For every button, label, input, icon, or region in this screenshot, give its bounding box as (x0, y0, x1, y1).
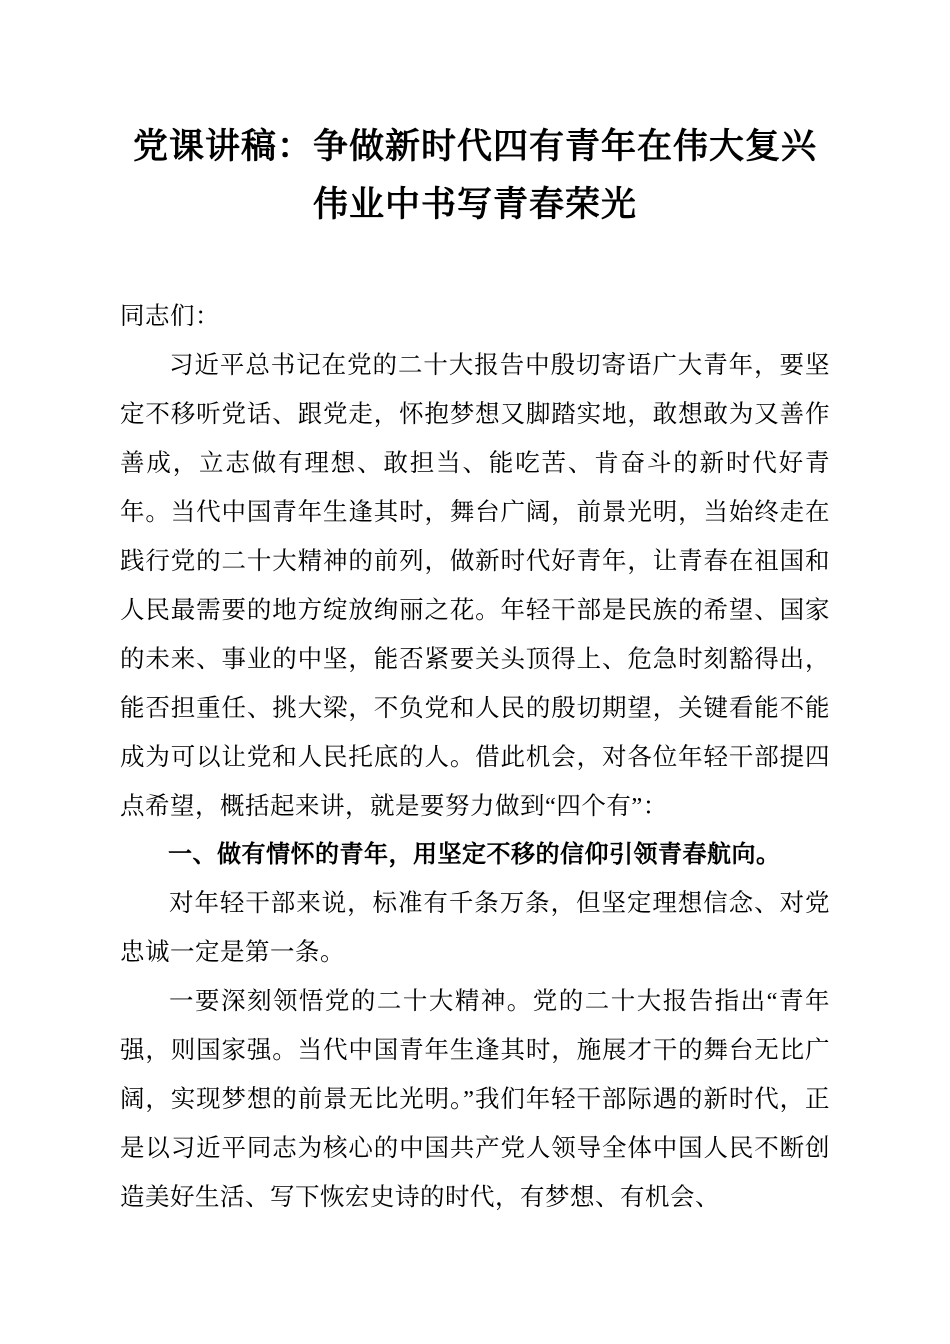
paragraph-intro: 习近平总书记在党的二十大报告中殷切寄语广大青年，要坚定不移听党话、跟党走，怀抱梦想又脚踏实地，敢想敢为又善作善成，立志做有理想、敢担当、能吃苦、肯奋斗的新时代好青年。当代中国青年生逢其时，舞台广阔，前景光明，当始终走在践行党的二十大精神的前列，做新时代好青年，让青春在祖国和人民最需要的地方绽放绚丽之花。年轻干部是民族的希望、国家的未来、事业的中坚，能否紧要关头顶得上、危急时刻豁得出，能否担重任、挑大梁，不负党和人民的殷切期望，关键看能不能成为可以让党和人民托底的人。借此机会，对各位年轻干部提四点希望，概括起来讲，就是要努力做到“四个有”： (120, 351, 830, 820)
paragraph-salutation: 同志们： (120, 302, 220, 330)
paragraph-spirit: 一要深刻领悟党的二十大精神。党的二十大报告指出“青年强，则国家强。当代中国青年生逢其时，施展才干的舞台无比广阔，实现梦想的前景无比光明。”我们年轻干部际遇的新时代，正是以习近平同志为核心的中国共产党人领导全体中国人民不断创造美好生活、写下恢宏史诗的时代，有梦想、有机会、 (120, 987, 830, 1211)
document-title: 党课讲稿：争做新时代四有青年在伟大复兴伟业中书写青春荣光 (132, 127, 817, 224)
section-heading-one: 一、做有情怀的青年，用坚定不移的信仰引领青春航向。 (168, 840, 781, 868)
paragraph-standard: 对年轻干部来说，标准有千条万条，但坚定理想信念、对党忠诚一定是第一条。 (120, 889, 830, 966)
